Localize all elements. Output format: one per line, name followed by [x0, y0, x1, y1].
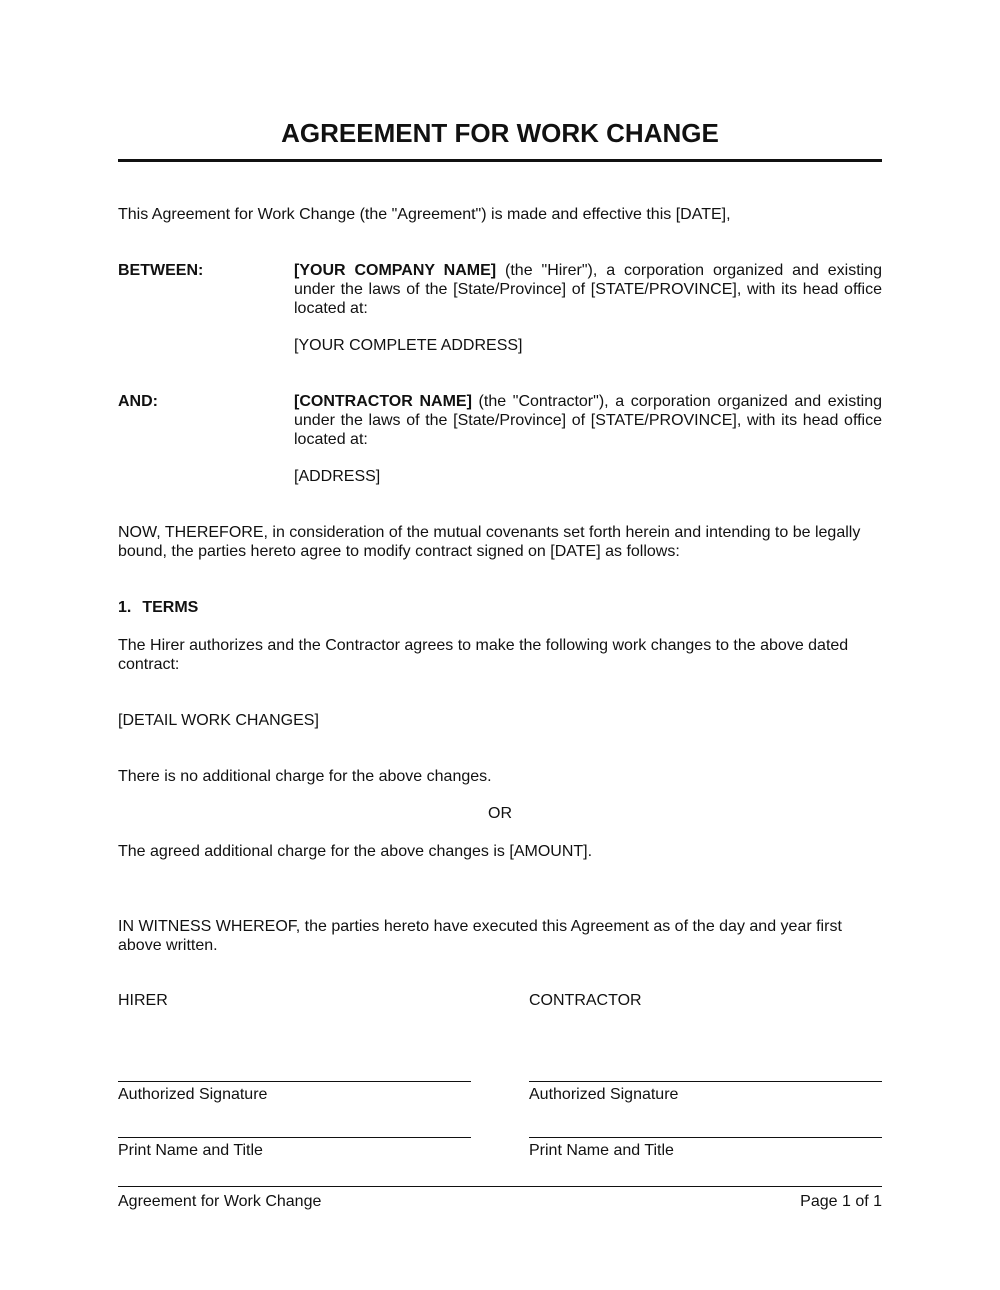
- document-title: AGREEMENT FOR WORK CHANGE: [281, 118, 719, 148]
- contractor-print-name-label: Print Name and Title: [529, 1142, 674, 1159]
- footer-rule: [118, 1186, 882, 1187]
- charge-paragraph: The agreed additional charge for the above changes is [AMOUNT].: [118, 843, 593, 860]
- company-address: [YOUR COMPLETE ADDRESS]: [294, 337, 523, 354]
- and-label: AND:: [118, 393, 158, 410]
- contractor-print-name-line: [529, 1137, 882, 1138]
- hirer-print-name-line: [118, 1137, 471, 1138]
- contractor-signature-line: [529, 1081, 882, 1082]
- title-rule: [118, 159, 882, 162]
- footer-document-title: Agreement for Work Change: [118, 1193, 322, 1210]
- intro-paragraph: This Agreement for Work Change (the "Agreement") is made and effective this [DATE],: [118, 206, 731, 223]
- hirer-heading: HIRER: [118, 992, 168, 1009]
- hirer-signature-line: [118, 1081, 471, 1082]
- footer-page-number: Page 1 of 1: [800, 1193, 882, 1210]
- no-charge-paragraph: There is no additional charge for the above changes.: [118, 768, 492, 785]
- detail-work-changes: [DETAIL WORK CHANGES]: [118, 712, 319, 729]
- company-name: [YOUR COMPANY NAME]: [294, 262, 497, 279]
- whereas-paragraph: NOW, THEREFORE, in consideration of the mutual covenants set forth herein and intending to be legally bound, the parties hereto agree to modify contract signed on [DATE] as follows:: [118, 524, 861, 560]
- hirer-authorized-signature-label: Authorized Signature: [118, 1086, 268, 1103]
- section-heading: [118, 598, 198, 617]
- section-number: 1.: [118, 599, 132, 616]
- section-title: TERMS: [142, 599, 199, 616]
- contractor-address: [ADDRESS]: [294, 468, 381, 485]
- contractor-authorized-signature-label: Authorized Signature: [529, 1086, 679, 1103]
- or-separator: OR: [488, 805, 512, 822]
- between-party-text: [294, 261, 882, 318]
- between-label: BETWEEN:: [118, 262, 204, 279]
- contractor-name: [CONTRACTOR NAME]: [294, 393, 472, 410]
- witness-paragraph: IN WITNESS WHEREOF, the parties hereto have executed this Agreement as of the day and year first above written.: [118, 918, 842, 954]
- company-description: (the "Hirer"), a corporation organized and existing under the laws of the [State/Province] of [STATE/PROVINCE], with its head office located at:: [294, 262, 883, 317]
- and-party-text: [294, 392, 882, 449]
- contractor-heading: CONTRACTOR: [529, 992, 642, 1009]
- contractor-description: (the "Contractor"), a corporation organized and existing under the laws of the [State/Province] of [STATE/PROVINCE], with its head office located at:: [294, 393, 882, 448]
- hirer-print-name-label: Print Name and Title: [118, 1142, 263, 1159]
- terms-paragraph: The Hirer authorizes and the Contractor agrees to make the following work changes to the above dated contract:: [118, 637, 849, 673]
